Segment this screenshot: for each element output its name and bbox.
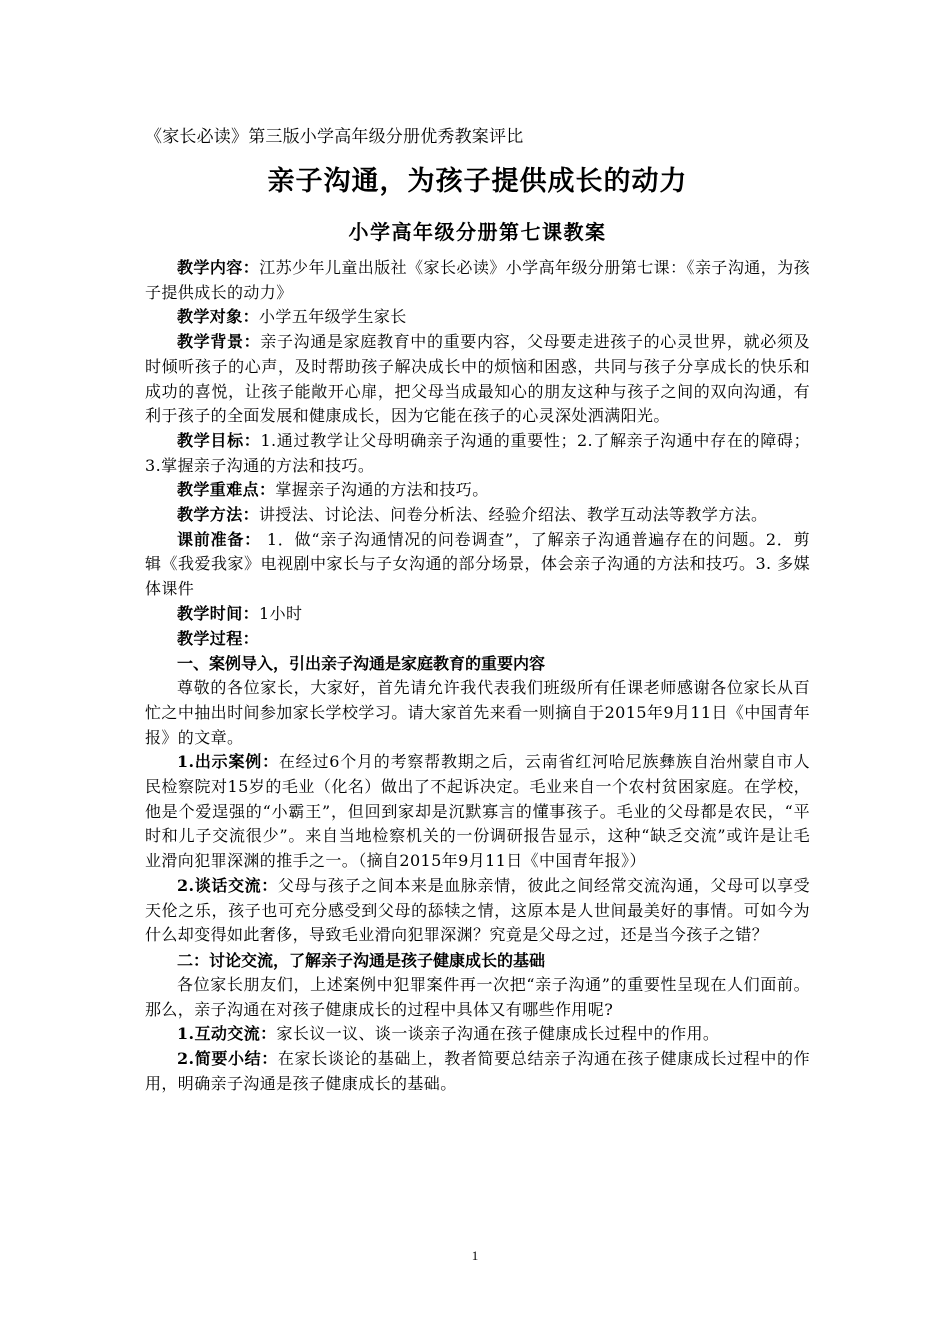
paragraph-text: 掌握亲子沟通的方法和技巧。 — [275, 480, 489, 500]
paragraph-teaching-process — [145, 627, 810, 652]
document-title: 亲子沟通，为孩子提供成长的动力 — [267, 166, 688, 197]
talk-text: 父母与孩子之间本来是血脉亲情，彼此之间经常交流沟通，父母可以享受天伦之乐，孩子也可充分感受到父母的舔犊之情，这原本是人世间最美好的事情。可如今为什么却变得如此奢侈，导致毛业滑向犯罪深渊？究竟是父母之过，还是当今孩子之错？ — [145, 875, 810, 945]
case-text: 在经过6个月的考察帮教期之后，云南省红河哈尼族彝族自治州蒙自市人民检察院对15岁的毛业（化名）做出了不起诉决定。毛业来自一个农村贫困家庭。在学校，他是个爱逞强的“小霸王”，但回到家却是沉默寡言的懂事孩子。毛业的父母都是农民，“平时和儿子交流很少”。来自当地检察机关的一份调研报告显示，这种“缺乏交流”或许是让毛业滑向犯罪深渊的推手之一。（摘自2015年9月11日《中国青年报》） — [145, 752, 810, 871]
paragraph-label: 教学方法： — [177, 505, 260, 525]
section2-intro: 各位家长朋友们，上述案例中犯罪案件再一次把“亲子沟通”的重要性呈现在人们面前。那么，亲子沟通在对孩子健康成长的过程中具体又有哪些作用呢? — [145, 974, 810, 1019]
paragraph-text: 1小时 — [259, 603, 303, 623]
paragraph-key-points — [145, 478, 810, 503]
section1-intro: 尊敬的各位家长，大家好，首先请允许我代表我们班级所有任课老师感谢各位家长从百忙之中抽出时间参加家长学校学习。请大家首先来看一则摘自于2015年9月11日《中国青年报》的文章。 — [145, 678, 810, 747]
paragraph-label: 课前准备： — [177, 529, 261, 549]
document-body — [145, 120, 810, 1097]
summary-label: 2.简要小结： — [177, 1049, 278, 1069]
section1-case — [145, 750, 810, 874]
summary-text: 在家长谈论的基础上，教者简要总结亲子沟通在孩子健康成长过程中的作用，明确亲子沟通是孩子健康成长的基础。 — [145, 1049, 810, 1093]
paragraph-label: 教学重难点： — [177, 480, 276, 500]
paragraph-label: 教学目标： — [177, 430, 261, 450]
page-number: 1 — [471, 1248, 479, 1263]
paragraph-text: 江苏少年儿童出版社《家长必读》小学高年级分册第七课：《亲子沟通，为孩子提供成长的动力》 — [145, 258, 810, 302]
document-header: 《家长必读》第三版小学高年级分册优秀教案评比 — [145, 127, 524, 147]
paragraph-text: 1．做“亲子沟通情况的问卷调查”，了解亲子沟通普遍存在的问题。2．剪辑《我爱我家》电视剧中家长与子女沟通的部分场景，体会亲子沟通的方法和技巧。3. 多媒体课件 — [145, 529, 810, 599]
paragraph-label: 教学背景： — [177, 332, 261, 352]
section-heading-1: 一、案例导入，引出亲子沟通是家庭教育的重要内容 — [177, 654, 546, 674]
paragraph-preparation — [145, 528, 810, 602]
section-heading-2: 二：讨论交流，了解亲子沟通是孩子健康成长的基础 — [177, 950, 546, 970]
paragraph-teaching-content — [145, 256, 810, 305]
paragraph-teaching-time — [145, 602, 810, 627]
section1-talk — [145, 874, 810, 948]
paragraph-text: 1.通过教学让父母明确亲子沟通的重要性；2.了解亲子沟通中存在的障碍；3.掌握亲子沟通的方法和技巧。 — [145, 430, 810, 475]
paragraph-text: 亲子沟通是家庭教育中的重要内容，父母要走进孩子的心灵世界，就必须及时倾听孩子的心声，及时帮助孩子解决成长中的烦恼和困惑，共同与孩子分享成长的快乐和成功的喜悦，让孩子能敞开心扉，把父母当成最知心的朋友这种与孩子之间的双向沟通，有利于孩子的全面发展和健康成长，因为它能在孩子的心灵深处洒满阳光。 — [145, 332, 810, 426]
paragraph-text: 讲授法、讨论法、问卷分析法、经验介绍法、教学互动法等教学方法。 — [259, 505, 768, 525]
paragraph-label: 教学内容： — [177, 258, 260, 277]
paragraph-teaching-target — [145, 305, 810, 330]
section2-interact — [145, 1022, 810, 1047]
interact-text: 家长议一议、谈一谈亲子沟通在孩子健康成长过程中的作用。 — [276, 1024, 720, 1044]
talk-label: 2.谈话交流： — [177, 875, 278, 895]
section2-summary — [145, 1047, 810, 1096]
paragraph-label: 教学过程： — [177, 628, 260, 648]
interact-label: 1.互动交流： — [177, 1024, 277, 1044]
paragraph-label: 教学时间： — [177, 603, 260, 623]
paragraph-teaching-methods — [145, 503, 810, 528]
paragraph-text: 小学五年级学生家长 — [259, 307, 407, 327]
case-label: 1.出示案例： — [177, 752, 279, 772]
paragraph-teaching-background — [145, 330, 810, 429]
paragraph-label: 教学对象： — [177, 307, 260, 327]
paragraph-teaching-goals — [145, 429, 810, 478]
document-subtitle: 小学高年级分册第七课教案 — [348, 220, 607, 244]
